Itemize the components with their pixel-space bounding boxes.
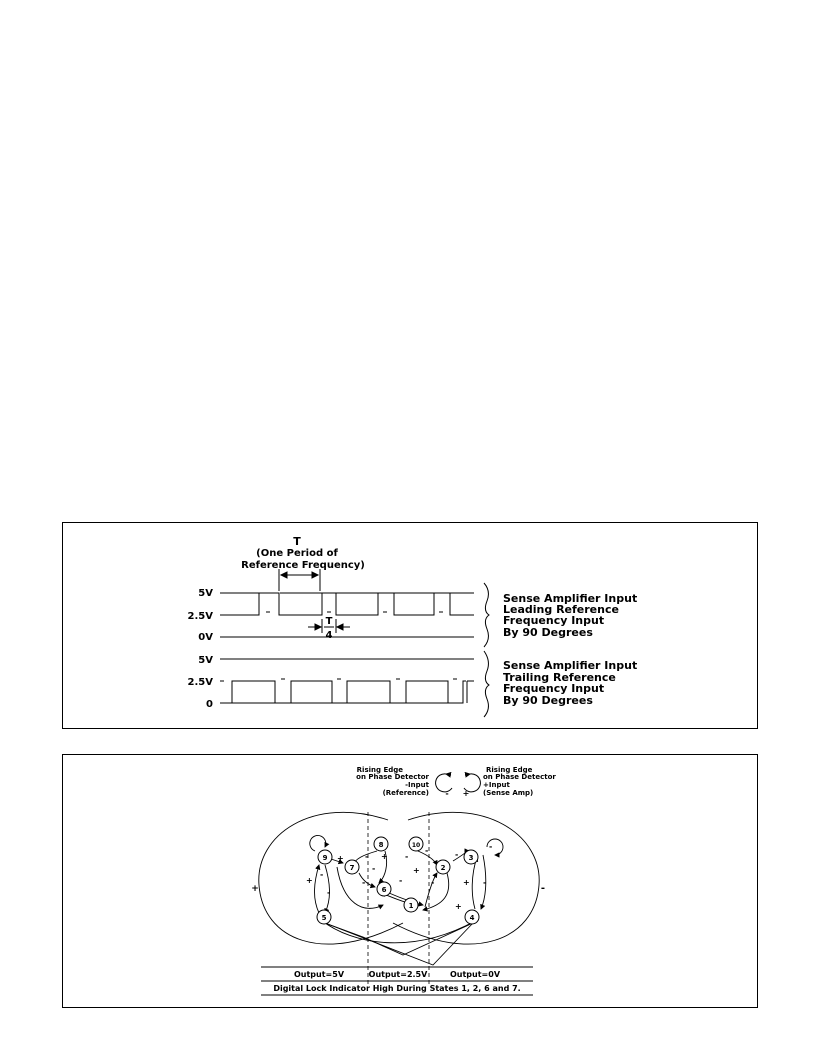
state-9 [318,850,332,864]
period-label: T [293,535,301,548]
timing-diagram-figure [62,522,758,729]
svg-text:3: 3 [468,854,474,862]
self-loop-9 [310,836,326,851]
output-0v-label: Output=0V [449,970,501,979]
caption-top-line3: Frequency Input [503,614,605,627]
legend-left-line3: -Input [405,781,429,789]
outer-loops [259,812,539,965]
svg-text:-: - [327,888,331,897]
state-6 [377,882,391,896]
legend-left-line1: Rising Edge [356,766,403,774]
state-4 [465,910,479,924]
svg-text:-: - [405,852,409,861]
svg-text:-: - [372,864,376,873]
legend-right-line3: +Input [483,781,510,789]
footer-note: Digital Lock Indicator High During States 1, 2, 6 and 7. [273,984,521,993]
svg-text:-: - [489,842,493,851]
legend-left-line4: (Reference) [382,789,429,797]
state-3 [464,850,478,864]
legend-right-line4: (Sense Amp) [483,789,534,797]
legend-left-line2: on Phase Detector [356,773,429,781]
state-diagram-figure [62,754,758,1008]
caption-bottom-line2: Trailing Reference [503,671,616,684]
svg-text:+: + [413,866,420,875]
svg-text:+: + [306,876,313,885]
svg-text:5: 5 [321,914,327,922]
leading-waveform [220,593,474,637]
level-2-5v-top: 2.5V [187,611,213,622]
output-2-5v-label: Output=2.5V [368,970,428,979]
svg-text:9: 9 [322,854,328,862]
caption-top-line2: Leading Reference [503,603,619,616]
legend-minus: - [445,789,449,798]
svg-text:-: - [399,876,403,885]
level-5v-top: 5V [198,588,213,599]
level-2-5v-bottom: 2.5V [187,677,213,688]
svg-text:+: + [455,902,462,911]
trailing-waveform [220,659,474,703]
caption-bottom-line1: Sense Amplifier Input [503,659,638,672]
svg-text:-: - [431,878,435,887]
quarter-num: T [325,616,333,627]
brace-top [484,583,489,647]
state-1 [404,898,418,912]
period-note-line1: (One Period of [256,548,338,559]
svg-text:-: - [320,870,324,879]
svg-text:-: - [365,852,369,861]
state-8 [374,837,388,851]
legend-ccw-arrow-icon [436,774,452,792]
svg-text:+: + [463,878,470,887]
outer-plus: + [251,884,259,894]
caption-top-line4: By 90 Degrees [503,626,593,639]
state-5 [317,910,331,924]
svg-text:-: - [483,878,487,887]
state-diagram-svg [63,755,759,1009]
svg-text:+: + [337,854,344,863]
svg-text:1: 1 [408,902,414,910]
legend-right-line2: on Phase Detector [483,773,556,781]
svg-text:-: - [425,846,429,855]
quarter-den: 4 [325,630,333,641]
outer-minus: - [540,883,546,894]
svg-text:+: + [381,852,388,861]
level-0v-top: 0V [198,632,213,643]
svg-text:2: 2 [440,864,446,872]
svg-text:7: 7 [349,864,355,872]
svg-text:8: 8 [378,841,384,849]
svg-text:10: 10 [411,842,421,849]
period-dimension [279,569,320,591]
level-5v-bottom: 5V [198,655,213,666]
svg-text:-: - [455,850,459,859]
level-0-bottom: 0 [206,699,213,710]
svg-text:4: 4 [469,914,475,922]
state-7 [345,860,359,874]
caption-bottom-line3: Frequency Input [503,682,605,695]
timing-diagram-svg [63,523,759,730]
period-note-line2: Reference Frequency) [241,560,365,571]
brace-bottom [484,651,489,717]
state-2 [436,860,450,874]
svg-text:-: - [362,878,366,887]
svg-text:6: 6 [381,886,387,894]
caption-bottom-line4: By 90 Degrees [503,694,593,707]
caption-top-line1: Sense Amplifier Input [503,592,638,605]
legend-right-line1: Rising Edge [486,766,533,774]
output-5v-label: Output=5V [293,970,345,979]
state-10 [409,837,423,851]
legend-plus: + [462,789,470,798]
edge-signs [306,842,492,911]
